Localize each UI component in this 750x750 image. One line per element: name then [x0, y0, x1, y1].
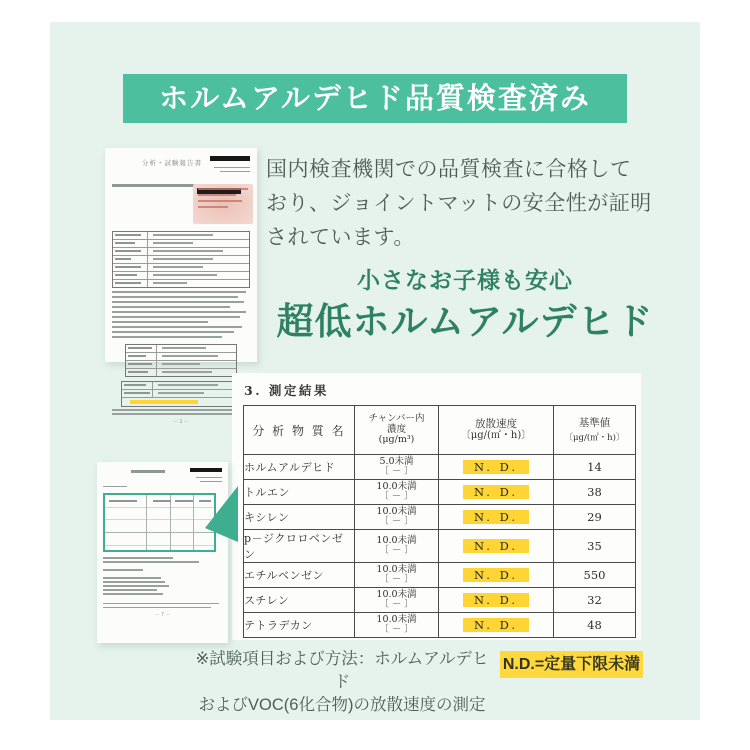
- zoom-callout-wedge: [205, 484, 239, 544]
- substance-name-cell: スチレン: [244, 588, 355, 613]
- intro-line: されています。: [266, 226, 415, 249]
- nd-highlight: N. D.: [463, 510, 529, 524]
- emission-rate-cell: [439, 530, 554, 563]
- substance-name-cell: キシレン: [244, 505, 355, 530]
- reassurance-subtitle: 小さなお子様も安心: [357, 267, 573, 293]
- chamber-conc-cell: 10.0未満 〔 － 〕: [355, 563, 439, 588]
- results-row: [244, 455, 636, 480]
- emission-rate-cell: [439, 455, 554, 480]
- results-scan-panel: [232, 373, 641, 640]
- column-standard-value: 基準値: [578, 417, 611, 430]
- results-row: [244, 530, 636, 563]
- emission-rate-cell: [439, 613, 554, 638]
- emission-rate-cell: [439, 563, 554, 588]
- results-row: [244, 505, 636, 530]
- small-report-footer-lines: [103, 603, 222, 609]
- standard-value-cell: 32: [554, 588, 636, 613]
- addressee-line: [112, 184, 196, 187]
- substance-name-cell: ホルムアルデヒド: [244, 455, 355, 480]
- substance-name-cell: テトラデカン: [244, 613, 355, 638]
- intro-line: 国内検査機関での品質検査に合格して: [266, 158, 632, 181]
- chamber-table: [125, 344, 237, 377]
- chamber-conc-cell: 10.0未満 〔 － 〕: [355, 530, 439, 563]
- report-meta-lines: [214, 164, 250, 172]
- sample-info-table: [112, 231, 250, 288]
- highlighted-result-line: [130, 400, 198, 404]
- small-report-meta-lines: [194, 474, 222, 482]
- report-title: 分析・試験報告書: [142, 160, 202, 167]
- ultra-low-formaldehyde-title: 超低ホルムアルデヒド: [276, 301, 654, 342]
- results-table: [243, 405, 636, 638]
- highlighted-table-region: [103, 493, 216, 552]
- chamber-conc-cell: 5.0未満 〔 － 〕: [355, 455, 439, 480]
- test-report-document-large: [105, 148, 257, 425]
- standard-value-cell: 550: [554, 563, 636, 588]
- approval-stamp: [193, 184, 253, 224]
- chamber-conc-cell: 10.0未満 〔 － 〕: [355, 613, 439, 638]
- substance-name-cell: p－ジクロロベンゼン: [244, 530, 355, 563]
- emission-rate-cell: [439, 505, 554, 530]
- results-header-row: 分 析 物 質 名 チャンバー内 濃度 (μg/m³) 放散速度 〔μg/(㎡・h)〕 基準値 〔μg/(㎡・h)〕: [244, 406, 636, 455]
- column-chamber-conc: チャンバー内: [368, 412, 425, 424]
- nd-highlight: N. D.: [463, 568, 529, 582]
- results-section-title: 3. 測定結果: [244, 383, 329, 398]
- condition-table: [121, 381, 241, 407]
- report-paragraph-lines: [112, 291, 250, 338]
- standard-value-cell: 14: [554, 455, 636, 480]
- nd-highlight: N. D.: [463, 485, 529, 499]
- results-row: [244, 613, 636, 638]
- standard-value-cell: 38: [554, 480, 636, 505]
- results-table-body: [244, 455, 636, 638]
- nd-highlight: N. D.: [463, 460, 529, 474]
- test-method-footnote: ※試験項目および方法：ホルムアルデヒド およびVOC(6化合物)の放散速度の測定: [195, 650, 489, 714]
- intro-line: おり、ジョイントマットの安全性が証明: [266, 192, 652, 215]
- report-footer-lines: [112, 409, 250, 415]
- chamber-conc-cell: 10.0未満 〔 － 〕: [355, 505, 439, 530]
- page-number: － 1 －: [173, 418, 189, 425]
- section-banner: ホルムアルデヒド品質検査済み: [123, 74, 627, 123]
- substance-name-cell: エチルベンゼン: [244, 563, 355, 588]
- chamber-conc-cell: 10.0未満 〔 － 〕: [355, 480, 439, 505]
- small-report-note-lines: [103, 557, 222, 595]
- redacted-bar: [210, 156, 250, 161]
- results-row: [244, 563, 636, 588]
- nd-highlight: N. D.: [463, 593, 529, 607]
- standard-value-cell: 48: [554, 613, 636, 638]
- results-row: [244, 588, 636, 613]
- nd-highlight: N. D.: [463, 539, 529, 553]
- redacted-bar: [190, 468, 222, 472]
- intro-paragraph: [266, 153, 702, 255]
- page-number: － 7 －: [154, 612, 171, 618]
- standard-value-cell: 29: [554, 505, 636, 530]
- emission-rate-cell: [439, 588, 554, 613]
- small-report-title-line: [131, 470, 165, 473]
- nd-definition-badge: N.D.=定量下限未満: [500, 651, 643, 678]
- results-row: [244, 480, 636, 505]
- standard-value-cell: 35: [554, 530, 636, 563]
- emission-rate-cell: [439, 480, 554, 505]
- report-header: [112, 154, 250, 180]
- substance-name-cell: トルエン: [244, 480, 355, 505]
- nd-highlight: N. D.: [463, 618, 529, 632]
- column-substance: 分 析 物 質 名: [252, 423, 346, 438]
- column-emission-rate: 放散速度: [475, 417, 517, 430]
- quality-check-card: [50, 22, 700, 720]
- chamber-conc-cell: 10.0未満 〔 － 〕: [355, 588, 439, 613]
